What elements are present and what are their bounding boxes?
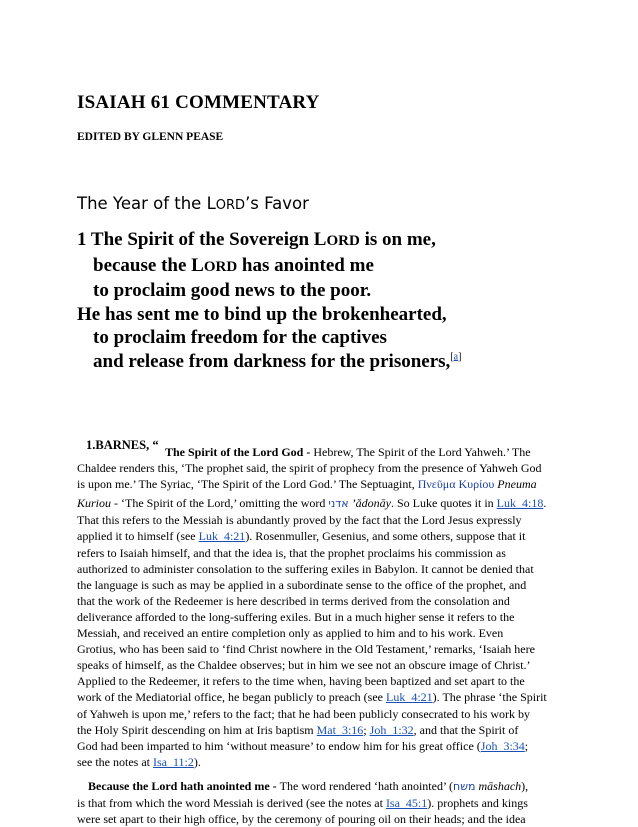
text-line: Grotius, who has been said to ‘find Christ nowhere in the Old Testament,’ remarks, ‘Isaiah here — [77, 642, 535, 657]
footnote-bracket: ] — [458, 351, 462, 363]
commentary-source-label: 1.BARNES, “ — [86, 438, 159, 452]
text-line: Chaldee renders this, ‘The prophet said, the spirit of prophecy from the presence of Yahweh God — [77, 461, 542, 476]
section-heading-text: The Year of the L — [77, 194, 216, 213]
footnote-bracket: [ — [450, 351, 454, 363]
text-line: refers to Isaiah himself, and that the idea is, that the prophet proclaims his commission as — [77, 545, 506, 560]
text: is upon me.’ The Syriac, ‘The Spirit of the Lord God.’ The Septuagint, — [77, 477, 418, 492]
text-line: deliverance afforded to the long-suffering exiles. But in a much higher sense it refers to the — [77, 609, 515, 624]
text: God had been imparted to him ‘without measure’ to endow him for his great office ( — [77, 738, 481, 753]
scripture-link[interactable]: Isa_11:2 — [152, 754, 194, 769]
transliteration: Kuriou — [77, 496, 112, 511]
text: is that from which the word Messiah is derived (see the notes at — [77, 796, 386, 811]
text-line — [77, 476, 567, 492]
text: ). The phrase ‘the Spirit — [432, 690, 547, 705]
verse-line-6 — [77, 350, 461, 374]
verse-line-4: He has sent me to bind up the brokenhearted, — [77, 303, 447, 325]
text-line: the language is such as may be applied in a subordinate sense to the office of the prophet, and — [77, 577, 527, 592]
scripture-link[interactable]: Luk_4:18 — [496, 496, 544, 511]
text: ), — [521, 779, 529, 793]
text-line — [77, 795, 567, 811]
text: The word rendered ‘hath anointed’ ( — [279, 779, 454, 793]
text-line — [77, 738, 567, 754]
scripture-link[interactable]: Mat_3:16 — [316, 722, 364, 737]
scripture-link[interactable]: Joh_1:32 — [369, 722, 414, 737]
transliteration: māshach — [478, 779, 522, 793]
text-line — [77, 528, 567, 544]
section-heading-smallcaps: ORD — [215, 198, 246, 213]
text: ). prophets and kings — [427, 796, 528, 811]
text-line: that the work of the Redeemer is here described in terms derived from the consolation and — [77, 593, 510, 608]
text-line — [77, 778, 567, 795]
verse-smallcaps: ORD — [326, 233, 360, 249]
text: ). Rosenmuller, Gesenius, and some others, suppose that it — [245, 529, 526, 544]
scripture-link[interactable]: Luk_4:21 — [386, 690, 433, 705]
verse-line-3: to proclaim good news to the poor. — [93, 280, 372, 301]
text-line: speaks of himself, as the Chaldee observes; but in him we see not an obscure image of Christ.’ — [77, 658, 531, 673]
scripture-verse — [77, 228, 461, 373]
scripture-link[interactable]: Joh_3:34 — [480, 738, 525, 753]
text-line: Messiah, and received an entire completion only as applied to him and to his work. Even — [77, 626, 504, 641]
text-line — [77, 754, 567, 770]
text-line: of Yahweh is upon me,’ refers to the fact; that he had been publicly consecrated to his work by — [77, 706, 530, 721]
paragraph-heading: The Spirit of the Lord God - — [165, 445, 314, 459]
scripture-link[interactable]: Isa_45:1 — [385, 796, 428, 811]
verse-text: has anointed me — [237, 254, 374, 276]
text: ; — [363, 722, 370, 737]
verse-text: and release from darkness for the prisoners, — [93, 350, 451, 372]
page-title: ISAIAH 61 COMMENTARY — [77, 92, 320, 113]
text: ; — [524, 738, 529, 753]
verse-text: is on me, — [359, 229, 436, 250]
text-line — [77, 444, 567, 460]
verse-line-2 — [77, 254, 461, 280]
transliteration: ’ădonāy — [351, 496, 391, 511]
scripture-link[interactable]: Luk_4:21 — [198, 529, 246, 544]
hebrew-text: אדני — [328, 497, 349, 511]
paragraph-heading: Because the Lord hath anointed me - — [88, 779, 280, 793]
hebrew-text: משח — [453, 780, 476, 793]
text: , and that the Spirit of — [413, 722, 519, 737]
verse-line-5: to proclaim freedom for the captives — [93, 327, 387, 348]
verse-text: 1 The Spirit of the Sovereign L — [77, 229, 327, 250]
verse-smallcaps: ORD — [203, 258, 238, 275]
footnote-marker — [450, 351, 461, 362]
commentary-paragraph-2 — [77, 778, 567, 827]
footnote-link[interactable]: a — [453, 351, 459, 363]
editor-line: EDITED BY GLENN PEASE — [77, 131, 224, 143]
section-heading — [77, 194, 309, 213]
text-line: Applied to the Redeemer, it refers to the time when, having been baptized and set apart to the — [77, 674, 525, 689]
text: see the notes at — [77, 754, 153, 769]
greek-text: Πνεῦμα Κυρίου — [417, 477, 495, 492]
text: . So Luke quotes it in — [390, 496, 497, 511]
text: . — [543, 496, 547, 511]
verse-line-1 — [77, 228, 461, 254]
text-line: That this refers to the Messiah is abundantly proved by the fact that the Lord Jesus expressly — [77, 513, 522, 528]
text-line — [77, 722, 567, 738]
text: - ‘The Spirit of the Lord,’ omitting the word — [111, 496, 329, 511]
commentary-paragraph-1 — [77, 444, 567, 770]
verse-text: because the L — [93, 254, 204, 276]
text-line — [77, 495, 567, 512]
text-line: authorized to administer consolation to the suffering exiles in Babylon. It cannot be denied that — [77, 561, 534, 576]
text: the Holy Spirit descending on him at Iris baptism — [77, 722, 317, 737]
text: ). — [193, 754, 201, 769]
text: Hebrew, The Spirit of the Lord Yahweh.’ The — [313, 445, 531, 459]
text: work of the Mediatorial office, he began publicly to preach (see — [77, 690, 386, 705]
transliteration: Pneuma — [497, 477, 537, 492]
text-line — [77, 689, 567, 705]
section-heading-suffix: ’s Favor — [245, 194, 309, 213]
text: applied it to himself (see — [77, 529, 199, 544]
text-line: were set apart to their high office, by the ceremony of pouring oil on their heads; and the idea — [77, 812, 526, 827]
